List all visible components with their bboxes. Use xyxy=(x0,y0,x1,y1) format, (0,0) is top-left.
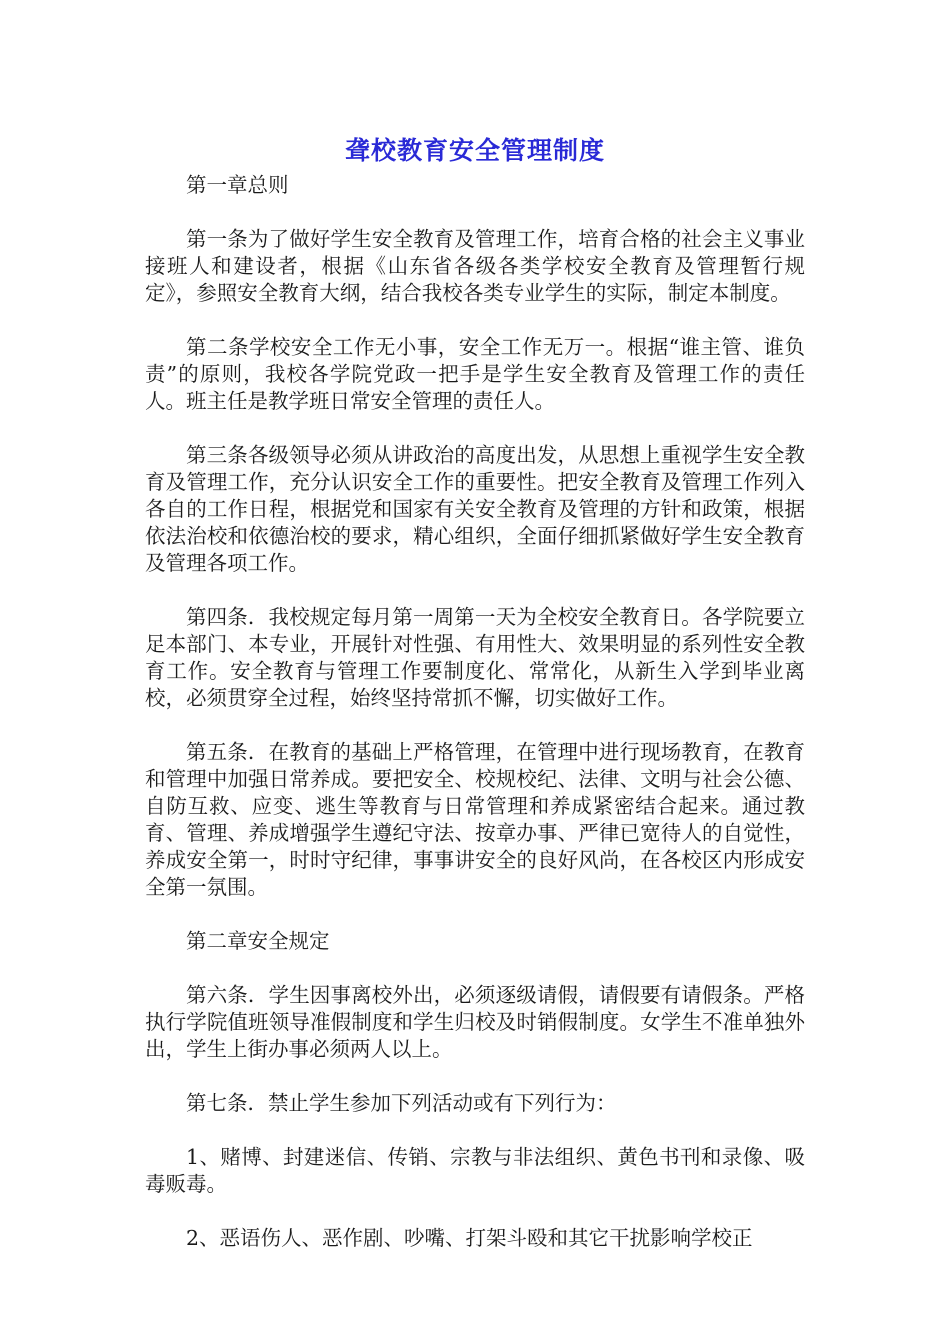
article-paragraph: 第一条为了做好学生安全教育及管理工作，培育合格的社会主义事业接班人和建设者，根据《山东省各级各类学校安全教育及管理暂行规定》，参照安全教育大纲，结合我校各类专业学生的实际，制定本制度。 xyxy=(145,227,805,305)
document-body xyxy=(145,172,805,1279)
chapter-heading: 第一章总则 xyxy=(186,173,289,197)
document-title: 聋校教育安全管理制度 xyxy=(344,136,605,165)
article-paragraph: 第二条学校安全工作无小事，安全工作无万一。根据“谁主管、谁负责”的原则，我校各学院党政一把手是学生安全教育及管理工作的责任人。班主任是教学班日常安全管理的责任人。 xyxy=(145,335,805,413)
article-paragraph: 第五条．在教育的基础上严格管理，在管理中进行现场教育，在教育和管理中加强日常养成。要把安全、校规校纪、法律、文明与社会公德、自防互救、应变、逃生等教育与日常管理和养成紧密结合起来。通过教育、管理、养成增强学生遵纪守法、按章办事、严律已宽待人的自觉性，养成安全第一，时时守纪律，事事讲安全的良好风尚，在各校区内形成安全第一氛围。 xyxy=(145,740,805,899)
list-item: 2、恶语伤人、恶作剧、吵嘴、打架斗殴和其它干扰影响学校正 xyxy=(186,1226,753,1250)
chapter-heading: 第二章安全规定 xyxy=(186,929,330,953)
article-paragraph: 第六条．学生因事离校外出，必须逐级请假，请假要有请假条。严格执行学院值班领导准假制度和学生归校及时销假制度。女学生不准单独外出，学生上街办事必须两人以上。 xyxy=(145,983,805,1061)
article-paragraph: 第四条．我校规定每月第一周第一天为全校安全教育日。各学院要立足本部门、本专业，开展针对性强、有用性大、效果明显的系列性安全教育工作。安全教育与管理工作要制度化、常常化，从新生入学到毕业离校，必须贯穿全过程，始终坚持常抓不懈，切实做好工作。 xyxy=(145,605,805,710)
article-paragraph: 第三条各级领导必须从讲政治的高度出发，从思想上重视学生安全教育及管理工作，充分认识安全工作的重要性。把安全教育及管理工作列入各自的工作日程，根据党和国家有关安全教育及管理的方针和政策，根据依法治校和依德治校的要求，精心组织，全面仔细抓紧做好学生安全教育及管理各项工作。 xyxy=(145,443,805,575)
article-paragraph: 第七条．禁止学生参加下列活动或有下列行为： xyxy=(186,1091,617,1115)
list-item: 1、赌博、封建迷信、传销、宗教与非法组织、黄色书刊和录像、吸毒贩毒。 xyxy=(145,1145,805,1196)
